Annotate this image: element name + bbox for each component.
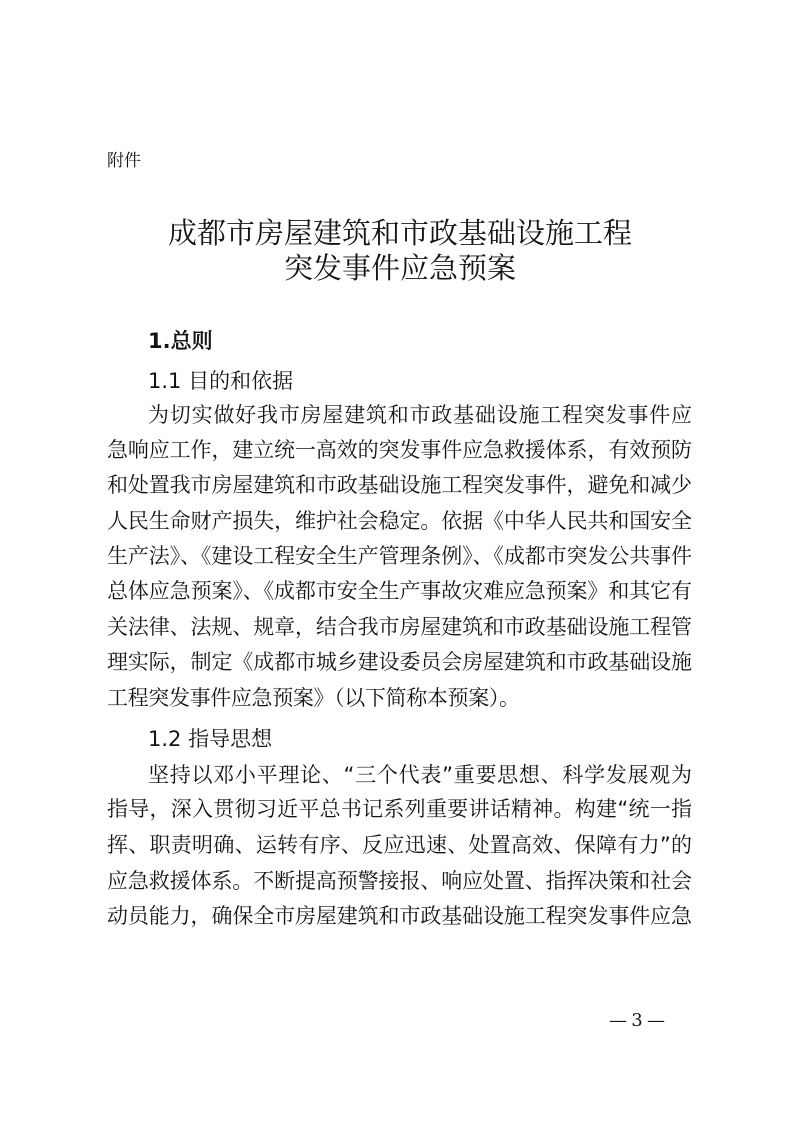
paragraph	[107, 403, 692, 710]
title-line-2: 突发事件应急预案	[283, 251, 517, 285]
paragraph-line: 和处置我市房屋建筑和市政基础设施工程突发事件，避免和减少	[107, 473, 692, 497]
paragraph-line: 关法律、法规、规章，结合我市房屋建筑和市政基础设施工程管	[107, 615, 692, 639]
paragraph-line: 动员能力，确保全市房屋建筑和市政基础设施工程突发事件应急	[107, 904, 692, 928]
paragraph-line: 理实际，制定《成都市城乡建设委员会房屋建筑和市政基础设施	[107, 650, 692, 674]
title-line-1: 成都市房屋建筑和市政基础设施工程	[167, 216, 633, 250]
paragraph-line: 应急救援体系。不断提高预警接报、响应处置、指挥决策和社会	[107, 869, 692, 893]
page-number: — 3 —	[609, 1010, 665, 1031]
paragraph-line: 挥、职责明确、运转有序、反应迅速、处置高效、保障有力”的	[107, 833, 692, 857]
section-purpose-and-basis	[107, 369, 692, 710]
section-guiding-ideology	[107, 727, 693, 929]
chapter-heading: 1.总则	[148, 329, 213, 353]
document-title	[168, 216, 632, 285]
paragraph-line: 总体应急预案》、《成都市安全生产事故灾难应急预案》和其它有	[107, 579, 692, 603]
paragraph	[107, 763, 693, 929]
paragraph-line: 生产法》、《建设工程安全生产管理条例》、《成都市突发公共事件	[107, 544, 692, 568]
paragraph-line: 人民生命财产损失，维护社会稳定。依据《中华人民共和国安全	[107, 509, 692, 533]
paragraph-line: 指导，深入贯彻习近平总书记系列重要讲话精神。构建“统一指	[107, 797, 692, 821]
section-heading: 1.1 目的和依据	[148, 369, 294, 393]
section-heading: 1.2 指导思想	[148, 727, 273, 751]
attachment-label: 附件	[107, 151, 141, 171]
paragraph-line: 坚持以邓小平理论、“三个代表”重要思想、科学发展观为	[148, 763, 692, 787]
paragraph-line: 工程突发事件应急预案》（以下简称本预案）。	[107, 686, 520, 710]
paragraph-line: 为切实做好我市房屋建筑和市政基础设施工程突发事件应	[148, 403, 692, 427]
paragraph-line: 急响应工作，建立统一高效的突发事件应急救援体系，有效预防	[107, 438, 692, 462]
